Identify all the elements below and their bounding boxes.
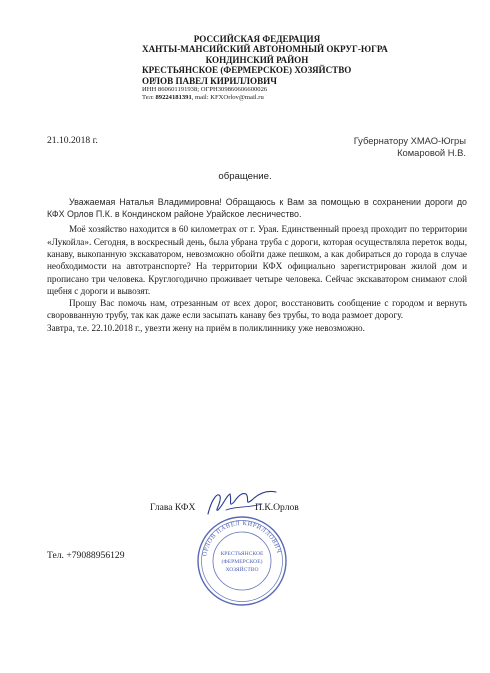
letterhead — [142, 34, 388, 103]
letterhead-organization: КРЕСТЬЯНСКОЕ (ФЕРМЕРСКОЕ) ХОЗЯЙСТВО — [142, 65, 352, 76]
signatory-title: Глава КФХ — [150, 502, 196, 513]
letter-subject: обращение. — [218, 171, 272, 182]
seal-line-3: ХОЗЯЙСТВО — [225, 567, 259, 573]
letterhead-district: КОНДИНСКИЙ РАЙОН — [205, 54, 309, 65]
signatory-name: П.К.Орлов — [255, 502, 299, 513]
paragraph-urgency: Завтра, т.е. 22.10.2018 г., увезти жену на приём в поликлиннику уже невозможно. — [47, 322, 365, 333]
seal-outer-text: ОРЛОВ ПАВЕЛ КИРИЛЛОВИЧ — [201, 519, 283, 557]
round-seal — [196, 515, 288, 607]
letterhead-owner: ОРЛОВ ПАВЕЛ КИРИЛЛОВИЧ — [142, 75, 277, 86]
seal-line-1: КРЕСТЬЯНСКОЕ — [220, 551, 264, 557]
contact-phone: Тел. +79088956129 — [47, 550, 125, 561]
letterhead-region: ХАНТЫ-МАНСИЙСКИЙ АВТОНОМНЫЙ ОКРУГ-ЮГРА — [142, 44, 388, 55]
tel-number: 89224181391 — [155, 94, 192, 102]
letterhead-inn: ИНН 860601191938; ОГРН309860606600026 — [142, 86, 268, 94]
letterhead-contacts — [142, 94, 372, 102]
email-text: , mail: KFXOrlov@mail.ru — [191, 94, 264, 102]
letterhead-country: РОССИЙСКАЯ ФЕДЕРАЦИЯ — [193, 34, 321, 44]
tel-label: Тел: — [142, 94, 154, 102]
paragraph-greeting: Уважаемая Наталья Владимировна! Обращаюсь к Вам за помощью в сохранении дороги до КФХ Орлов П.К. в Кондинском районе Урайское лесничество. — [47, 197, 467, 220]
recipient-name: Комаровой Н.В. — [397, 146, 466, 158]
recipient-block — [306, 135, 466, 158]
paragraph-request: Прошу Вас помочь нам, отрезанным от всех дорог, восстановить сообщение с городом и вернуть своровванную трубу, так как даже если засыпать канаву без трубы, то вода размоет дорогу. — [47, 298, 467, 321]
seal-line-2: (ФЕРМЕРСКОЕ) — [221, 559, 263, 565]
letter-body — [47, 196, 467, 334]
handwritten-signature — [196, 486, 288, 522]
recipient-position: Губернатору ХМАО-Югры — [353, 135, 466, 146]
letter-date: 21.10.2018 г. — [47, 135, 98, 146]
paragraph-situation: Моё хозяйство находится в 60 километрах от г. Урая. Единственный проезд проходит по территории «Лукойла». Сегодня, в воскресный день, была убрана труба с дороги, которая осуществляла переток воды, канаву, выкопанную экскаватором, невозможно обойти даже пешком, а как добираться до города в случае необходимости на автотранспорте? На территории КФХ официально зарегистрирован жилой дом и прописано три человека. Круглогодично проживает четыре человека. Сейчас экскаватором снимают слой щебня с дороги и вывозят. — [47, 224, 467, 296]
